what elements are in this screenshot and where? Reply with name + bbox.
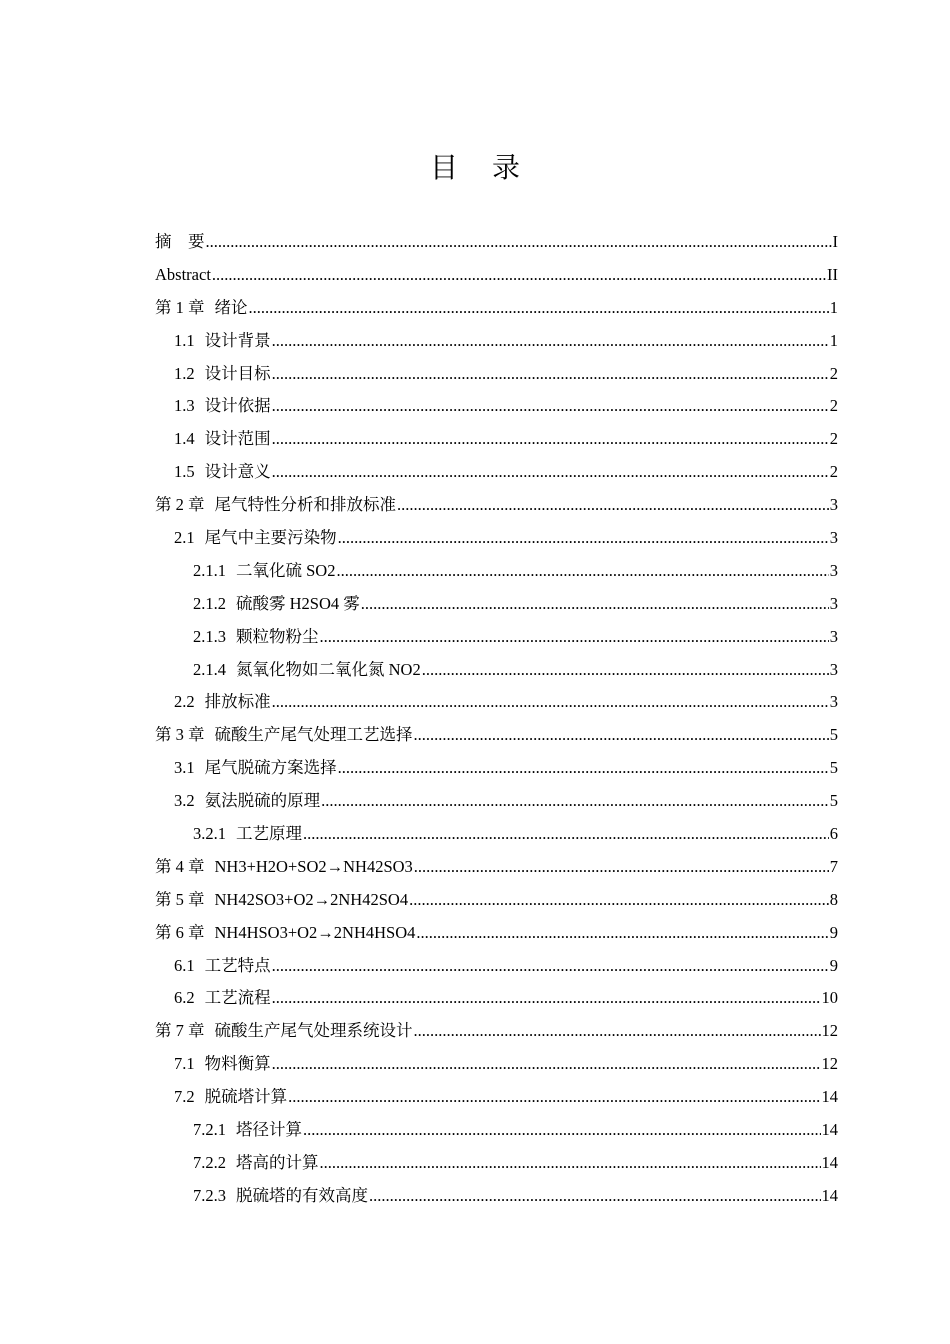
toc-entry[interactable] [155, 917, 838, 950]
toc-entry-number: 2.1.4 [193, 659, 226, 679]
toc-entry[interactable] [155, 785, 838, 818]
toc-entry-page-number: 5 [829, 725, 838, 745]
toc-entry-label [155, 917, 415, 950]
toc-entry-text: 物料衡算 [204, 1054, 271, 1074]
toc-entry[interactable] [155, 950, 838, 983]
toc-entry-text: 尾气特性分析和排放标准 [214, 495, 396, 515]
toc-entry-page-number: 1 [829, 330, 838, 350]
toc-entry-text: 工艺原理 [236, 824, 302, 844]
toc-entry-text: 设计范围 [204, 429, 271, 449]
toc-entry[interactable] [155, 1081, 838, 1114]
toc-leader-dots [338, 752, 829, 785]
toc-entry-text: 工艺特点 [204, 955, 271, 975]
toc-entry-number: 第 7 章 [155, 1021, 205, 1041]
toc-entry-label [193, 1180, 368, 1213]
toc-entry-number: 2.1.3 [193, 626, 226, 646]
toc-entry-page-number: 2 [829, 363, 838, 383]
toc-entry[interactable] [155, 851, 838, 884]
toc-entry-page-number: 3 [829, 593, 838, 613]
toc-entry-label [174, 1081, 287, 1114]
toc-entry-label [193, 621, 319, 654]
toc-entry-text: 氨法脱硫的原理 [204, 791, 321, 811]
toc-leader-dots [422, 654, 829, 687]
toc-entry-label [174, 390, 271, 423]
toc-entry-label [174, 423, 271, 456]
toc-entry-page-number: 3 [829, 692, 838, 712]
toc-entry-text: 颗粒物粉尘 [236, 626, 319, 646]
toc-entry-label [193, 1114, 302, 1147]
toc-entry-number: 2.2 [174, 692, 195, 712]
toc-entry-page-number: 9 [829, 955, 838, 975]
toc-entry-text: NH42SO3+O2→2NH42SO4 [214, 889, 409, 909]
toc-entry-label [155, 292, 248, 325]
toc-entry-page-number: 12 [821, 1021, 838, 1041]
toc-entry-label [155, 259, 211, 292]
toc-leader-dots [414, 719, 829, 752]
toc-entry-number: 6.1 [174, 955, 195, 975]
toc-entry[interactable] [155, 654, 838, 687]
toc-entry-number: 第 5 章 [155, 889, 205, 909]
toc-entry-number: 3.2.1 [193, 824, 226, 844]
toc-leader-dots [272, 686, 829, 719]
toc-entry-number: 第 1 章 [155, 297, 205, 317]
toc-entry-text: 脱硫塔的有效高度 [236, 1185, 368, 1205]
toc-entry-text: 尾气中主要污染物 [204, 528, 337, 548]
toc-entry-number: 7.2.2 [193, 1152, 226, 1172]
toc-entry-page-number: 14 [821, 1087, 838, 1107]
toc-leader-dots [272, 325, 829, 358]
toc-leader-dots [272, 358, 829, 391]
toc-entry-number: 1.4 [174, 429, 195, 449]
toc-entry[interactable] [155, 588, 838, 621]
page-title [0, 146, 950, 186]
toc-entry-label [174, 358, 271, 391]
toc-leader-dots [416, 917, 828, 950]
toc-entry[interactable] [155, 884, 838, 917]
toc-leader-dots [336, 555, 828, 588]
toc-entry-text: 尾气脱硫方案选择 [204, 758, 337, 778]
toc-entry[interactable] [155, 489, 838, 522]
toc-entry-page-number: 14 [821, 1185, 838, 1205]
toc-entry-page-number: I [832, 232, 838, 251]
toc-entry-label [155, 719, 413, 752]
toc-entry[interactable] [155, 1147, 838, 1180]
page-title-right: 录 [492, 151, 521, 184]
toc-leader-dots [303, 818, 829, 851]
toc-entry-text: 设计意义 [204, 462, 271, 482]
toc-entry-page-number: 3 [829, 659, 838, 679]
toc-entry-text: 摘 要 [155, 232, 205, 251]
toc-leader-dots [414, 851, 829, 884]
toc-leader-dots [409, 884, 829, 917]
toc-entry-number: 1.3 [174, 396, 195, 416]
toc-entry-text: NH3+H2O+SO2→NH42SO3 [214, 856, 413, 876]
toc-entry-label [193, 818, 302, 851]
toc-entry-text: 排放标准 [204, 692, 271, 712]
toc-entry-label [155, 226, 205, 259]
toc-entry[interactable] [155, 292, 838, 325]
toc-leader-dots [320, 1147, 821, 1180]
toc-entry[interactable] [155, 423, 838, 456]
toc-entry-label [155, 884, 408, 917]
toc-leader-dots [272, 423, 829, 456]
toc-entry-label [174, 752, 337, 785]
table-of-contents [155, 226, 838, 1213]
toc-leader-dots [272, 1048, 821, 1081]
toc-leader-dots [321, 785, 829, 818]
toc-entry-number: 1.2 [174, 363, 195, 383]
toc-entry-label [174, 325, 271, 358]
toc-entry-text: 工艺流程 [204, 988, 271, 1008]
toc-entry-label [193, 1147, 319, 1180]
toc-entry-page-number: 14 [821, 1152, 838, 1172]
toc-entry-label [174, 522, 337, 555]
toc-entry-label [193, 654, 421, 687]
toc-leader-dots [320, 621, 829, 654]
toc-entry-number: 3.1 [174, 758, 195, 778]
toc-entry-page-number: 8 [829, 889, 838, 909]
toc-entry-label [174, 1048, 271, 1081]
toc-entry-text: 二氧化硫 SO2 [236, 560, 336, 580]
toc-entry[interactable] [155, 325, 838, 358]
toc-entry[interactable] [155, 752, 838, 785]
toc-entry-number: 1.1 [174, 330, 195, 350]
toc-entry[interactable] [155, 259, 838, 292]
toc-entry-number: 7.2.1 [193, 1120, 226, 1140]
toc-entry-page-number: II [827, 264, 838, 284]
toc-entry-number: 第 4 章 [155, 856, 205, 876]
toc-entry-page-number: 3 [829, 528, 838, 548]
toc-entry-label [193, 555, 335, 588]
toc-entry[interactable] [155, 1114, 838, 1147]
toc-entry-number: 第 6 章 [155, 922, 205, 942]
toc-entry-page-number: 12 [821, 1054, 838, 1074]
toc-entry-label [155, 851, 413, 884]
toc-entry-number: 7.2 [174, 1087, 195, 1107]
toc-entry[interactable] [155, 621, 838, 654]
toc-entry-text: 硫酸生产尾气处理工艺选择 [214, 725, 413, 745]
toc-entry[interactable] [155, 686, 838, 719]
toc-entry-page-number: 1 [829, 297, 838, 317]
toc-leader-dots [249, 292, 829, 325]
toc-entry[interactable] [155, 1048, 838, 1081]
toc-entry-page-number: 10 [821, 988, 838, 1008]
toc-entry-text: 塔高的计算 [236, 1152, 319, 1172]
toc-entry[interactable] [155, 226, 838, 259]
toc-entry-page-number: 7 [829, 856, 838, 876]
toc-entry-page-number: 2 [829, 429, 838, 449]
toc-entry-page-number: 6 [829, 824, 838, 844]
toc-entry-page-number: 5 [829, 758, 838, 778]
toc-entry-number: 7.2.3 [193, 1185, 226, 1205]
toc-entry[interactable] [155, 522, 838, 555]
toc-entry-number: 2.1.1 [193, 560, 226, 580]
toc-entry-page-number: 9 [829, 922, 838, 942]
toc-entry[interactable] [155, 1180, 838, 1213]
toc-entry-number: 6.2 [174, 988, 195, 1008]
toc-leader-dots [369, 1180, 821, 1213]
toc-entry[interactable] [155, 358, 838, 391]
toc-entry-text: 设计背景 [204, 330, 271, 350]
toc-entry-text: 硫酸生产尾气处理系统设计 [214, 1021, 413, 1041]
toc-entry[interactable] [155, 982, 838, 1015]
toc-entry-label [174, 686, 271, 719]
page-title-left: 目 [429, 151, 458, 184]
toc-leader-dots [397, 489, 829, 522]
toc-leader-dots [361, 588, 829, 621]
toc-entry[interactable] [155, 818, 838, 851]
toc-entry-label [174, 950, 271, 983]
toc-entry-label [174, 785, 320, 818]
toc-entry-page-number: 3 [829, 495, 838, 515]
toc-leader-dots [303, 1114, 821, 1147]
toc-entry-page-number: 3 [829, 560, 838, 580]
toc-leader-dots [272, 950, 829, 983]
toc-entry-number: 2.1.2 [193, 593, 226, 613]
toc-entry-label [193, 588, 360, 621]
toc-entry-text: 设计依据 [204, 396, 271, 416]
toc-entry[interactable] [155, 555, 838, 588]
toc-entry-label [174, 456, 271, 489]
toc-entry[interactable] [155, 456, 838, 489]
toc-entry-number: 7.1 [174, 1054, 195, 1074]
toc-entry-text: 脱硫塔计算 [204, 1087, 288, 1107]
toc-entry[interactable] [155, 1015, 838, 1048]
toc-entry-text: 绪论 [214, 297, 248, 317]
toc-entry-text: 氮氧化物如二氧化氮 NO2 [236, 659, 421, 679]
toc-entry-page-number: 2 [829, 396, 838, 416]
toc-entry-number: 第 2 章 [155, 495, 205, 515]
toc-leader-dots [272, 390, 829, 423]
toc-leader-dots [272, 456, 829, 489]
toc-entry-number: 3.2 [174, 791, 195, 811]
toc-entry-page-number: 5 [829, 791, 838, 811]
toc-entry-number: 第 3 章 [155, 725, 205, 745]
toc-entry-text: 塔径计算 [236, 1120, 302, 1140]
toc-entry-label [155, 489, 396, 522]
toc-entry[interactable] [155, 719, 838, 752]
toc-entry-page-number: 3 [829, 626, 838, 646]
toc-leader-dots [212, 259, 826, 292]
toc-leader-dots [272, 982, 821, 1015]
toc-leader-dots [288, 1081, 820, 1114]
toc-entry-label [174, 982, 271, 1015]
toc-leader-dots [206, 226, 832, 259]
toc-entry-number: 1.5 [174, 462, 195, 482]
toc-entry-text: Abstract [155, 264, 211, 284]
toc-entry-page-number: 14 [821, 1120, 838, 1140]
toc-entry-page-number: 2 [829, 462, 838, 482]
toc-leader-dots [338, 522, 829, 555]
toc-leader-dots [414, 1015, 821, 1048]
toc-entry-number: 2.1 [174, 528, 195, 548]
toc-entry-text: NH4HSO3+O2→2NH4HSO4 [214, 922, 416, 942]
toc-entry[interactable] [155, 390, 838, 423]
toc-entry-text: 硫酸雾 H2SO4 雾 [236, 593, 360, 613]
toc-entry-text: 设计目标 [204, 363, 271, 383]
toc-entry-label [155, 1015, 413, 1048]
